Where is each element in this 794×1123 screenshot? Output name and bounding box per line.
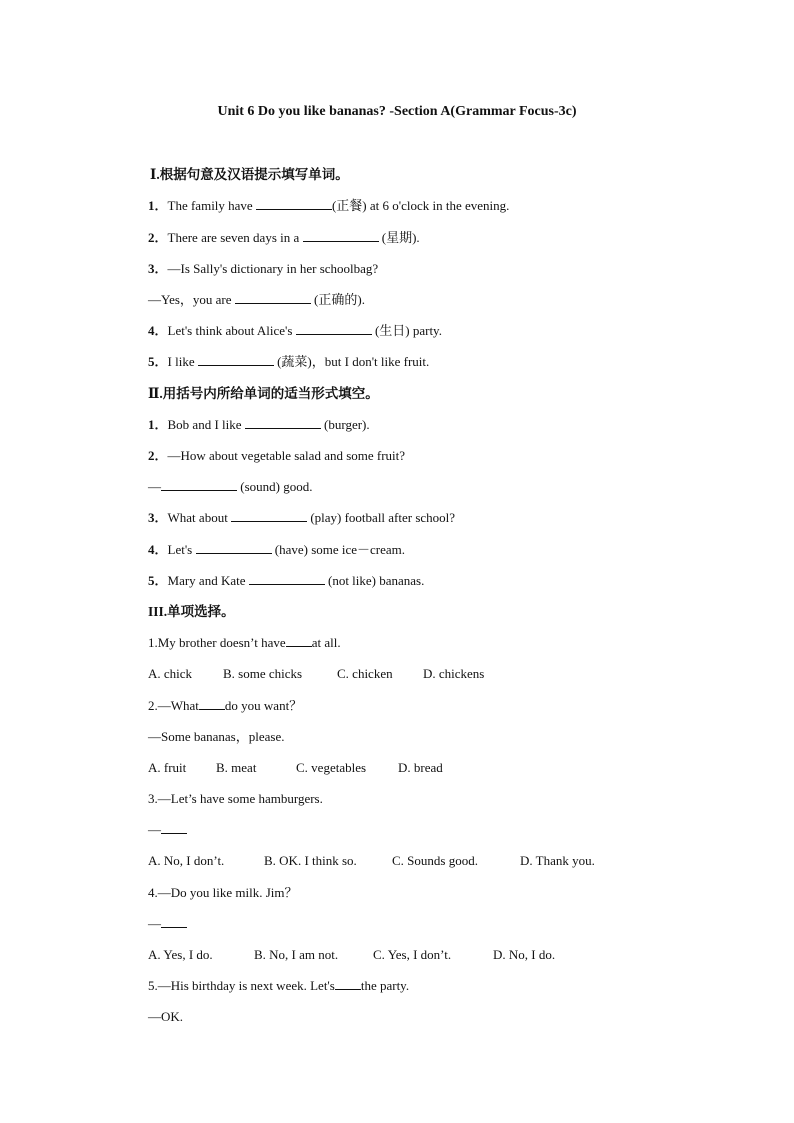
- answer-blank[interactable]: [256, 197, 332, 210]
- sec3-question-2: [148, 697, 302, 714]
- sec2-question-1: [148, 416, 370, 433]
- sec2-question-3: [148, 509, 455, 526]
- question-number: 3．: [148, 510, 168, 525]
- question-text: Mary and Kate: [167, 573, 249, 588]
- sec3-question-3-response: [148, 821, 187, 838]
- question-text: —: [148, 479, 161, 494]
- section-3-heading: III.单项选择。: [148, 604, 235, 619]
- answer-blank[interactable]: [231, 509, 307, 522]
- answer-blank[interactable]: [161, 821, 187, 834]
- answer-blank[interactable]: [235, 291, 311, 304]
- sec3-question-1: [148, 634, 341, 651]
- option-c[interactable]: C. Sounds good.: [392, 853, 478, 868]
- question-text: There are seven days in a: [167, 230, 303, 245]
- question-text: (burger).: [320, 417, 370, 432]
- question-number: 4．: [148, 542, 168, 557]
- answer-blank[interactable]: [196, 541, 272, 554]
- question-text: (生日) party.: [371, 323, 442, 338]
- question-number: 5．: [148, 354, 168, 369]
- question-text: —: [148, 822, 161, 837]
- question-text: Let's: [167, 542, 196, 557]
- section-1-heading: Ⅰ.根据句意及汉语提示填写单词。: [150, 167, 349, 182]
- option-a[interactable]: A. No, I don’t.: [148, 853, 225, 868]
- question-text: 5.—His birthday is next week. Let's: [148, 978, 335, 993]
- sec1-question-1: [148, 197, 509, 214]
- sec3-question-2-response: —Some bananas，please.: [148, 729, 285, 744]
- sec3-question-5: [148, 977, 409, 994]
- answer-blank[interactable]: [286, 634, 312, 647]
- question-number: 1．: [148, 417, 168, 432]
- option-d[interactable]: D. chickens: [423, 666, 485, 681]
- question-number: 1．: [148, 198, 168, 213]
- question-number: 2．: [148, 448, 168, 463]
- question-text: (正餐) at 6 o'clock in the evening.: [331, 198, 510, 213]
- question-text: (星期).: [378, 230, 420, 245]
- sec3-question-5-response: —OK.: [148, 1009, 184, 1024]
- question-text: 2.—What: [148, 698, 199, 713]
- option-c[interactable]: C. vegetables: [296, 760, 367, 775]
- sec1-question-4: [148, 322, 442, 339]
- question-text: do you want？: [224, 698, 303, 713]
- sec2-question-2-response: [148, 478, 312, 495]
- sec1-question-3: [148, 260, 378, 277]
- option-b[interactable]: B. meat: [216, 760, 257, 775]
- question-text: Let's think about Alice's: [167, 323, 296, 338]
- sec1-question-2: [148, 229, 420, 246]
- question-text: —Yes，you are: [148, 292, 235, 307]
- option-a[interactable]: A. Yes, I do.: [148, 947, 213, 962]
- question-text: (play) football after school?: [307, 510, 456, 525]
- question-text: —How about vegetable salad and some fruit?: [167, 448, 406, 463]
- option-d[interactable]: D. bread: [398, 760, 443, 775]
- option-a[interactable]: A. chick: [148, 666, 193, 681]
- option-b[interactable]: B. OK. I think so.: [264, 853, 357, 868]
- question-text: I like: [167, 354, 198, 369]
- question-text: the party.: [360, 978, 410, 993]
- sec2-question-4: [148, 541, 405, 558]
- sec3-question-4-response: [148, 915, 187, 932]
- sec3-question-4: 4.—Do you like milk. Jim？: [148, 885, 298, 900]
- section-2-heading: Ⅱ.用括号内所给单词的适当形式填空。: [148, 386, 379, 401]
- question-number: 3．: [148, 261, 168, 276]
- option-d[interactable]: D. No, I do.: [493, 947, 556, 962]
- answer-blank[interactable]: [249, 572, 325, 585]
- option-d[interactable]: D. Thank you.: [520, 853, 595, 868]
- answer-blank[interactable]: [335, 977, 361, 990]
- answer-blank[interactable]: [245, 416, 321, 429]
- sec1-question-5: [148, 353, 429, 370]
- question-text: at all.: [311, 635, 341, 650]
- answer-blank[interactable]: [303, 229, 379, 242]
- option-b[interactable]: B. some chicks: [223, 666, 303, 681]
- option-c[interactable]: C. chicken: [337, 666, 393, 681]
- option-a[interactable]: A. fruit: [148, 760, 187, 775]
- question-text: The family have: [167, 198, 256, 213]
- question-number: 2．: [148, 230, 168, 245]
- answer-blank[interactable]: [199, 697, 225, 710]
- sec1-question-3-response: [148, 291, 365, 308]
- question-text: (sound) good.: [237, 479, 313, 494]
- question-text: (not like) bananas.: [324, 573, 425, 588]
- question-text: —Is Sally's dictionary in her schoolbag?: [167, 261, 379, 276]
- answer-blank[interactable]: [198, 353, 274, 366]
- question-number: 4．: [148, 323, 168, 338]
- answer-blank[interactable]: [296, 322, 372, 335]
- question-text: Bob and I like: [167, 417, 245, 432]
- option-b[interactable]: B. No, I am not.: [254, 947, 339, 962]
- sec3-question-3: 3.—Let’s have some hamburgers.: [148, 791, 323, 806]
- sec2-question-5: [148, 572, 424, 589]
- question-text: —: [148, 916, 161, 931]
- answer-blank[interactable]: [161, 478, 237, 491]
- question-text: What about: [167, 510, 232, 525]
- option-c[interactable]: C. Yes, I don’t.: [373, 947, 452, 962]
- question-text: (蔬菜)，but I don't like fruit.: [273, 354, 430, 369]
- sec2-question-2: [148, 447, 405, 464]
- page-title: Unit 6 Do you like bananas? -Section A(Grammar Focus-3c): [217, 104, 577, 119]
- question-text: (have) some ice－cream.: [271, 542, 406, 557]
- question-text: 1.My brother doesn’t have: [148, 635, 286, 650]
- answer-blank[interactable]: [161, 915, 187, 928]
- question-text: (正确的).: [310, 292, 365, 307]
- question-number: 5．: [148, 573, 168, 588]
